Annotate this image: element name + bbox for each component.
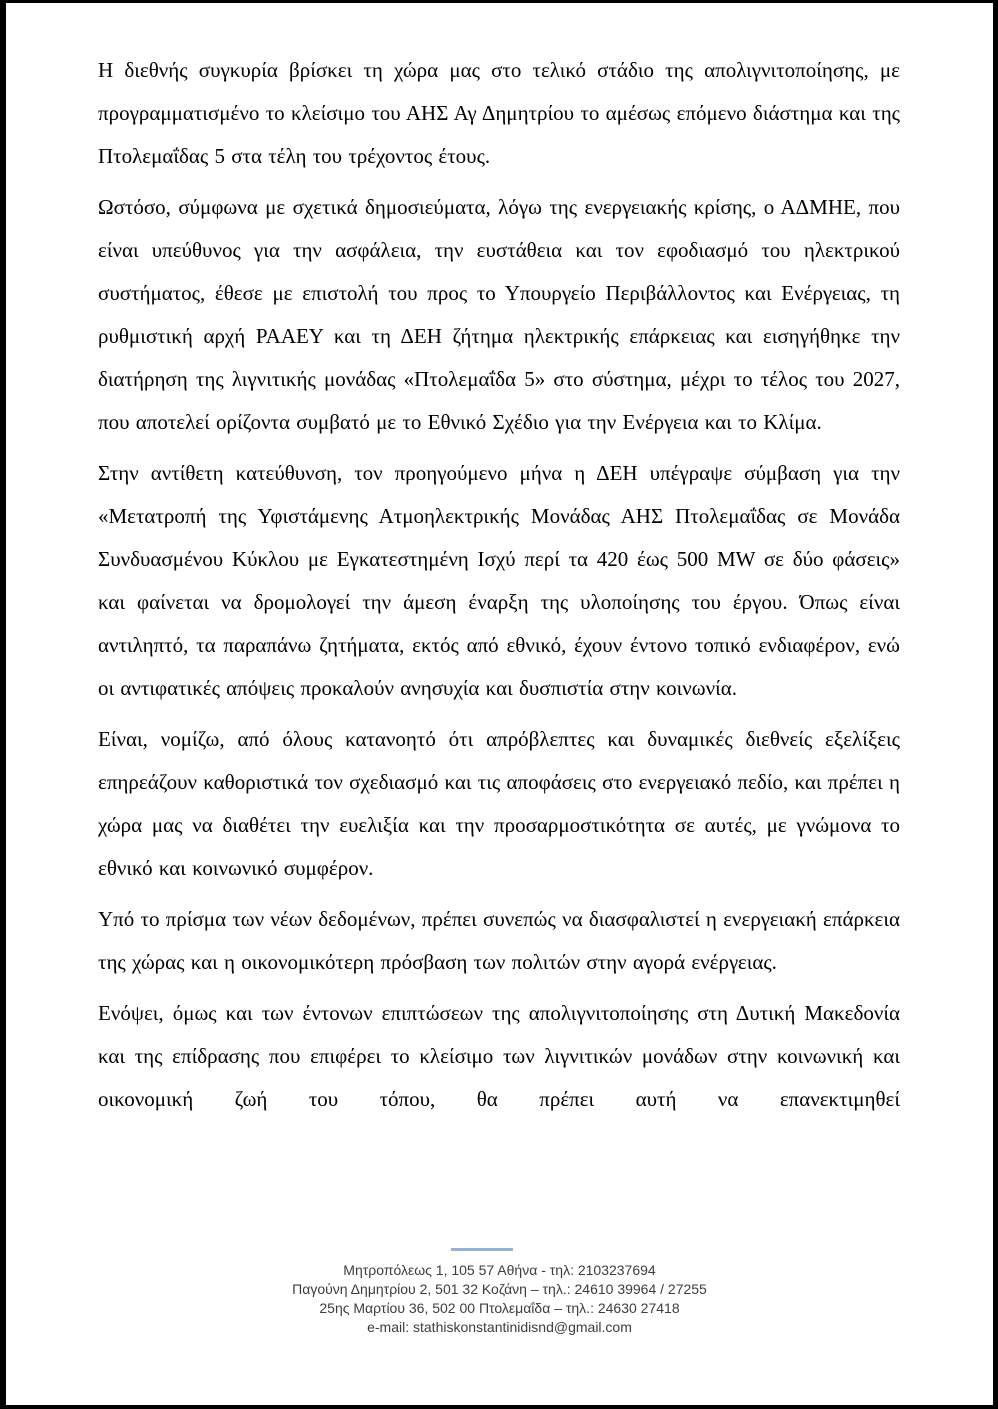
footer-address-kozani: Παγούνη Δημητρίου 2, 501 32 Κοζάνη – τηλ.: 24610 39964 / 27255 [292, 1281, 707, 1297]
page-footer [6, 1248, 993, 1337]
paragraph-1: Η διεθνής συγκυρία βρίσκει τη χώρα μας στο τελικό στάδιο της απολιγνιτοποίησης, με προγραμματισμένο το κλείσιμο του ΑΗΣ Αγ Δημητρίου το αμέσως επόμενο διάστημα και της Πτολεμαΐδας 5 στα τέλη του τρέχοντος έτους. [98, 58, 900, 168]
footer-divider-line [451, 1248, 513, 1251]
paragraph-3: Στην αντίθετη κατεύθυνση, τον προηγούμενο μήνα η ΔΕΗ υπέγραψε σύμβαση για την «Μετατροπή της Υφιστάμενης Ατμοηλεκτρικής Μονάδας ΑΗΣ Πτολεμαΐδας σε Μονάδα Συνδυασμένου Κύκλου με Εγκατεστημένη Ισχύ περί τα 420 έως 500 MW σε δύο φάσεις» και φαίνεται να δρομολογεί την άμεση έναρξη της υλοποίησης του έργου. Όπως είναι αντιληπτό, τα παραπάνω ζητήματα, εκτός από εθνικό, έχουν έντονο τοπικό ενδιαφέρον, ενώ οι αντιφατικές απόψεις προκαλούν ανησυχία και δυσπιστία στην κοινωνία. [98, 461, 900, 700]
paragraph-4: Είναι, νομίζω, από όλους κατανοητό ότι απρόβλεπτες και δυναμικές διεθνείς εξελίξεις επηρεάζουν καθοριστικά τον σχεδιασμό και τις αποφάσεις στο ενεργειακό πεδίο, και πρέπει η χώρα μας να διαθέτει την ευελιξία και την προσαρμοστικότητα σε αυτές, με γνώμονα το εθνικό και κοινωνικό συμφέρον. [98, 727, 900, 880]
footer-address-ptolemaida: 25ης Μαρτίου 36, 502 00 Πτολεμαΐδα – τηλ.: 24630 27418 [319, 1300, 680, 1316]
paragraph-5: Υπό το πρίσμα των νέων δεδομένων, πρέπει συνεπώς να διασφαλιστεί η ενεργειακή επάρκεια της χώρας και η οικονομικότερη πρόσβαση των πολιτών στην αγορά ενέργειας. [98, 907, 900, 974]
paragraph-2: Ωστόσο, σύμφωνα με σχετικά δημοσιεύματα, λόγω της ενεργειακής κρίσης, ο ΑΔΜΗΕ, που είναι υπεύθυνος για την ασφάλεια, την ευστάθεια και τον εφοδιασμό του ηλεκτρικού συστήματος, έθεσε με επιστολή του προς το Υπουργείο Περιβάλλοντος και Ενέργειας, τη ρυθμιστική αρχή ΡΑΑΕΥ και τη ΔΕΗ ζήτημα ηλεκτρικής επάρκειας και εισηγήθηκε την διατήρηση της λιγνιτικής μονάδας «Πτολεμαΐδα 5» στο σύστημα, μέχρι το τέλος του 2027, που αποτελεί ορίζοντα συμβατό με το Εθνικό Σχέδιο για την Ενέργεια και το Κλίμα. [98, 195, 900, 434]
document-page [6, 3, 993, 1405]
footer-address-athens: Μητροπόλεως 1, 105 57 Αθήνα - τηλ: 2103237694 [343, 1262, 656, 1278]
footer-email: e-mail: stathiskonstantinidisnd@gmail.com [367, 1319, 632, 1335]
paragraph-6: Ενόψει, όμως και των έντονων επιπτώσεων της απολιγνιτοποίησης στη Δυτική Μακεδονία και της επίδρασης που επιφέρει το κλείσιμο των λιγνιτικών μονάδων στην κοινωνική και οικονομική ζωή του τόπου, θα πρέπει αυτή να επανεκτιμηθεί [98, 1001, 900, 1111]
letter-body [6, 3, 993, 1121]
